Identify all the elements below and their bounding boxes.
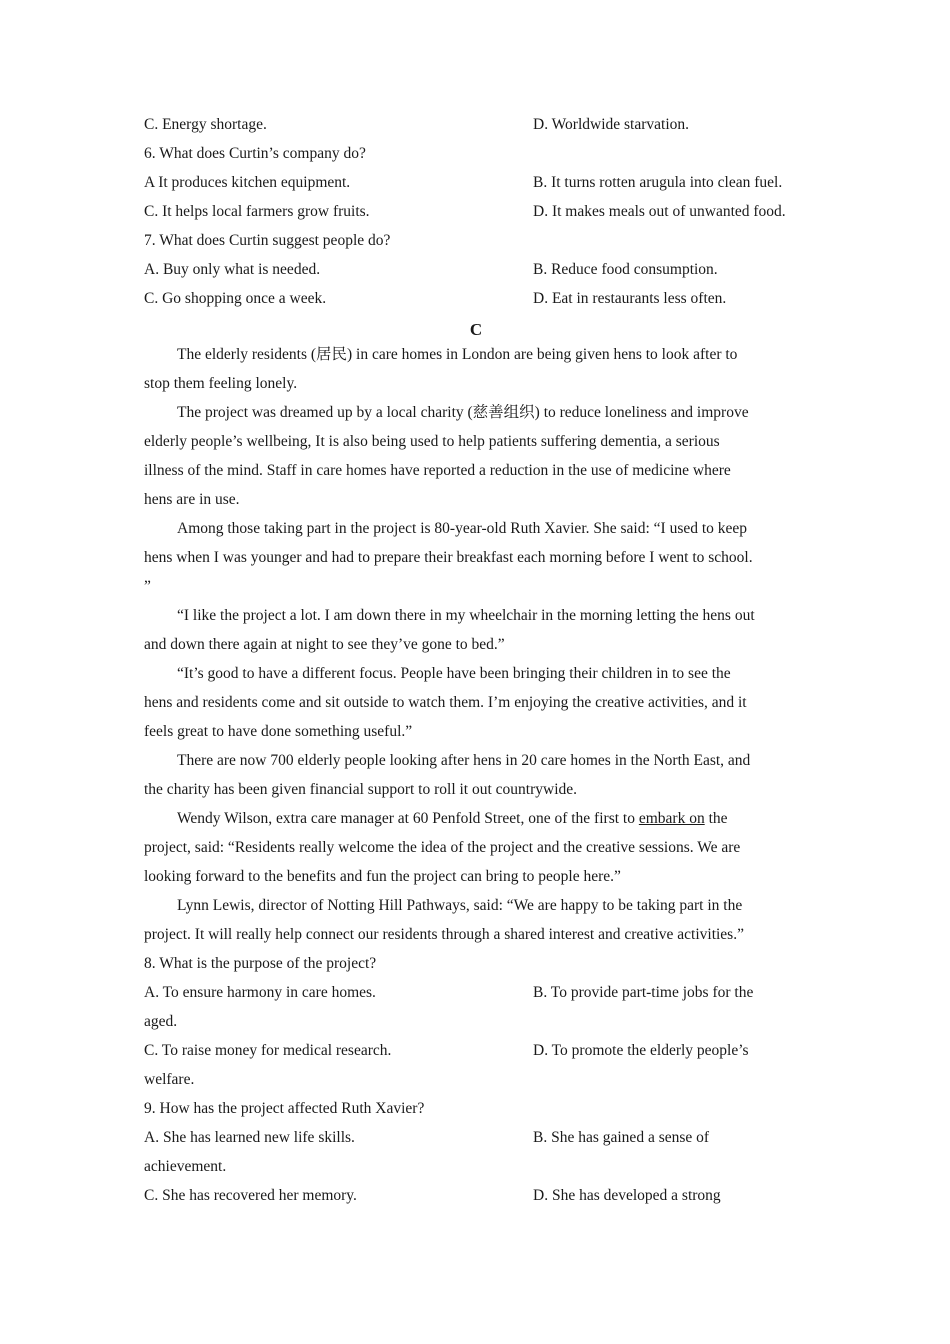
passage-line: Lynn Lewis, director of Notting Hill Pathways, said: “We are happy to be taking part in the [177, 897, 743, 914]
passage-text: Wendy Wilson, extra care manager at 60 Penfold Street, one of the first to [177, 810, 639, 827]
passage-line: hens are in use. [144, 491, 240, 508]
passage-line: The project was dreamed up by a local charity (慈善组织) to reduce loneliness and improve [177, 404, 749, 421]
q7-option-a: A. Buy only what is needed. [144, 261, 321, 278]
q6-option-b: B. It turns rotten arugula into clean fuel. [533, 174, 783, 191]
passage-text: the [704, 810, 728, 827]
q5-option-d: D. Worldwide starvation. [533, 116, 690, 133]
q9-option-c: C. She has recovered her memory. [144, 1187, 357, 1204]
passage-line: elderly people’s wellbeing, It is also being used to help patients suffering dementia, a serious [144, 433, 720, 450]
passage-line: “It’s good to have a different focus. People have been bringing their children in to see the [177, 665, 731, 682]
q6-question: 6. What does Curtin’s company do? [144, 145, 366, 162]
q8-option-d-cont: welfare. [144, 1071, 195, 1088]
passage-line: Among those taking part in the project is 80-year-old Ruth Xavier. She said: “I used to keep [177, 520, 748, 537]
passage-line: feels great to have done something useful.” [144, 723, 413, 740]
q6-option-a: A It produces kitchen equipment. [144, 174, 351, 191]
passage-line-wendy [177, 804, 728, 833]
q7-question: 7. What does Curtin suggest people do? [144, 232, 391, 249]
q8-option-c: C. To raise money for medical research. [144, 1042, 392, 1059]
passage-line: There are now 700 elderly people looking after hens in 20 care homes in the North East, and [177, 752, 751, 769]
underlined-phrase: embark on [638, 810, 705, 827]
q8-option-b: B. To provide part-time jobs for the [533, 984, 754, 1001]
q5-option-c: C. Energy shortage. [144, 116, 267, 133]
passage-line: project, said: “Residents really welcome the idea of the project and the creative sessions. We are [144, 839, 741, 856]
q7-option-c: C. Go shopping once a week. [144, 290, 327, 307]
q8-option-a: A. To ensure harmony in care homes. [144, 984, 376, 1001]
q6-option-d: D. It makes meals out of unwanted food. [533, 203, 786, 220]
passage-line: The elderly residents (居民) in care homes in London are being given hens to look after to [177, 346, 738, 363]
q7-option-b: B. Reduce food consumption. [533, 261, 718, 278]
q9-option-b-cont: achievement. [144, 1158, 227, 1175]
passage-line: illness of the mind. Staff in care homes have reported a reduction in the use of medicine where [144, 462, 731, 479]
passage-line: “I like the project a lot. I am down there in my wheelchair in the morning letting the hens out [177, 607, 755, 624]
passage-line: hens when I was younger and had to prepare their breakfast each morning before I went to school. [144, 549, 753, 566]
section-heading: C [469, 320, 483, 339]
passage-line: stop them feeling lonely. [144, 375, 298, 392]
passage-line: project. It will really help connect our residents through a shared interest and creative activities.” [144, 926, 744, 943]
q8-option-d: D. To promote the elderly people’s [533, 1042, 749, 1059]
q8-question: 8. What is the purpose of the project? [144, 955, 377, 972]
q9-option-d: D. She has developed a strong [533, 1187, 721, 1204]
q9-option-a: A. She has learned new life skills. [144, 1129, 355, 1146]
q9-option-b: B. She has gained a sense of [533, 1129, 710, 1146]
passage-line: and down there again at night to see they’ve gone to bed.” [144, 636, 505, 653]
passage-line: hens and residents come and sit outside to watch them. I’m enjoying the creative activities, and it [144, 694, 747, 711]
q6-option-c: C. It helps local farmers grow fruits. [144, 203, 370, 220]
passage-line: ” [144, 578, 151, 595]
q8-option-b-cont: aged. [144, 1013, 178, 1030]
passage-line: looking forward to the benefits and fun the project can bring to people here.” [144, 868, 621, 885]
passage-line: the charity has been given financial support to roll it out countrywide. [144, 781, 578, 798]
q9-question: 9. How has the project affected Ruth Xavier? [144, 1100, 425, 1117]
q7-option-d: D. Eat in restaurants less often. [533, 290, 727, 307]
